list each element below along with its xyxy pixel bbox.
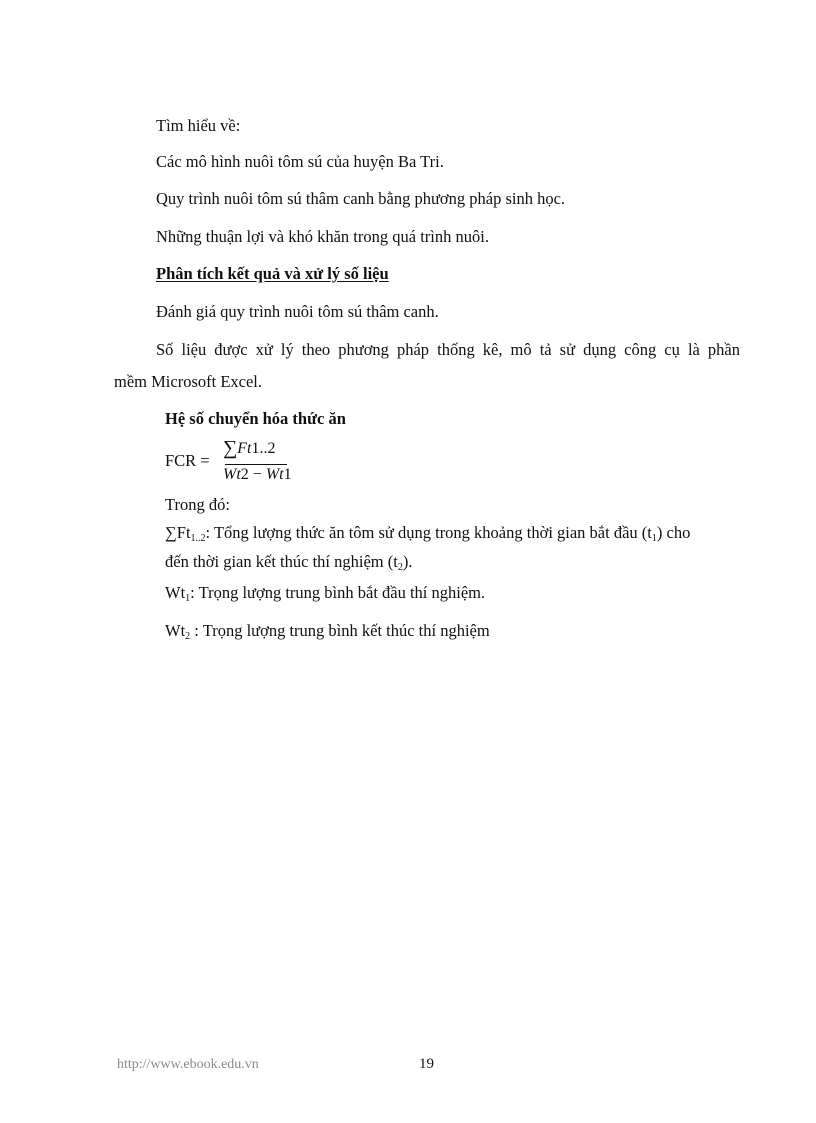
definition-ft: $\sum Ft_{1..2}$: Tổng lượng thức ăn tôm sử dụng trong khoảng thời gian bắt đầu $(t_1)$ cho (165, 523, 691, 544)
formula-denominator: Wt2 − Wt1 (223, 466, 292, 483)
list-item: Các mô hình nuôi tôm sú của huyện Ba Tri. (156, 152, 444, 171)
list-item: Quy trình nuôi tôm sú thâm canh bằng phương pháp sinh học. (156, 189, 566, 208)
fraction-bar (225, 464, 287, 465)
formula-lhs: FCR = (165, 451, 210, 470)
where-label: Trong đó: (165, 495, 230, 514)
definition-wt1: $Wt_1$: Trọng lượng trung bình bắt đầu thí nghiệm. (165, 583, 486, 604)
sum-symbol: ∑ (223, 437, 238, 459)
list-item: Những thuận lợi và khó khăn trong quá trình nuôi. (156, 227, 489, 246)
section-heading: Phân tích kết quả và xử lý số liệu (156, 264, 389, 283)
paragraph: Đánh giá quy trình nuôi tôm sú thâm canh. (156, 302, 439, 321)
paragraph-line: Số liệu được xử lý theo phương pháp thống kê, mô tả sử dụng công cụ là phần (156, 340, 740, 359)
definition-wt2: $Wt_2$ : Trọng lượng trung bình kết thúc thí nghiệm (165, 621, 490, 642)
intro-heading: Tìm hiểu về: (156, 116, 241, 135)
paragraph-line: mềm Microsoft Excel. (114, 372, 263, 391)
formula-numerator: ∑Ft1..2 (223, 437, 276, 459)
footer-url[interactable]: http://www.ebook.edu.vn (117, 1057, 259, 1072)
subsection-heading: Hệ số chuyển hóa thức ăn (165, 409, 346, 428)
stats-paragraph (114, 334, 740, 398)
page-number: 19 (419, 1056, 434, 1072)
definition-ft-cont: đến thời gian kết thúc thí nghiệm $(t_2)$. (165, 552, 413, 573)
